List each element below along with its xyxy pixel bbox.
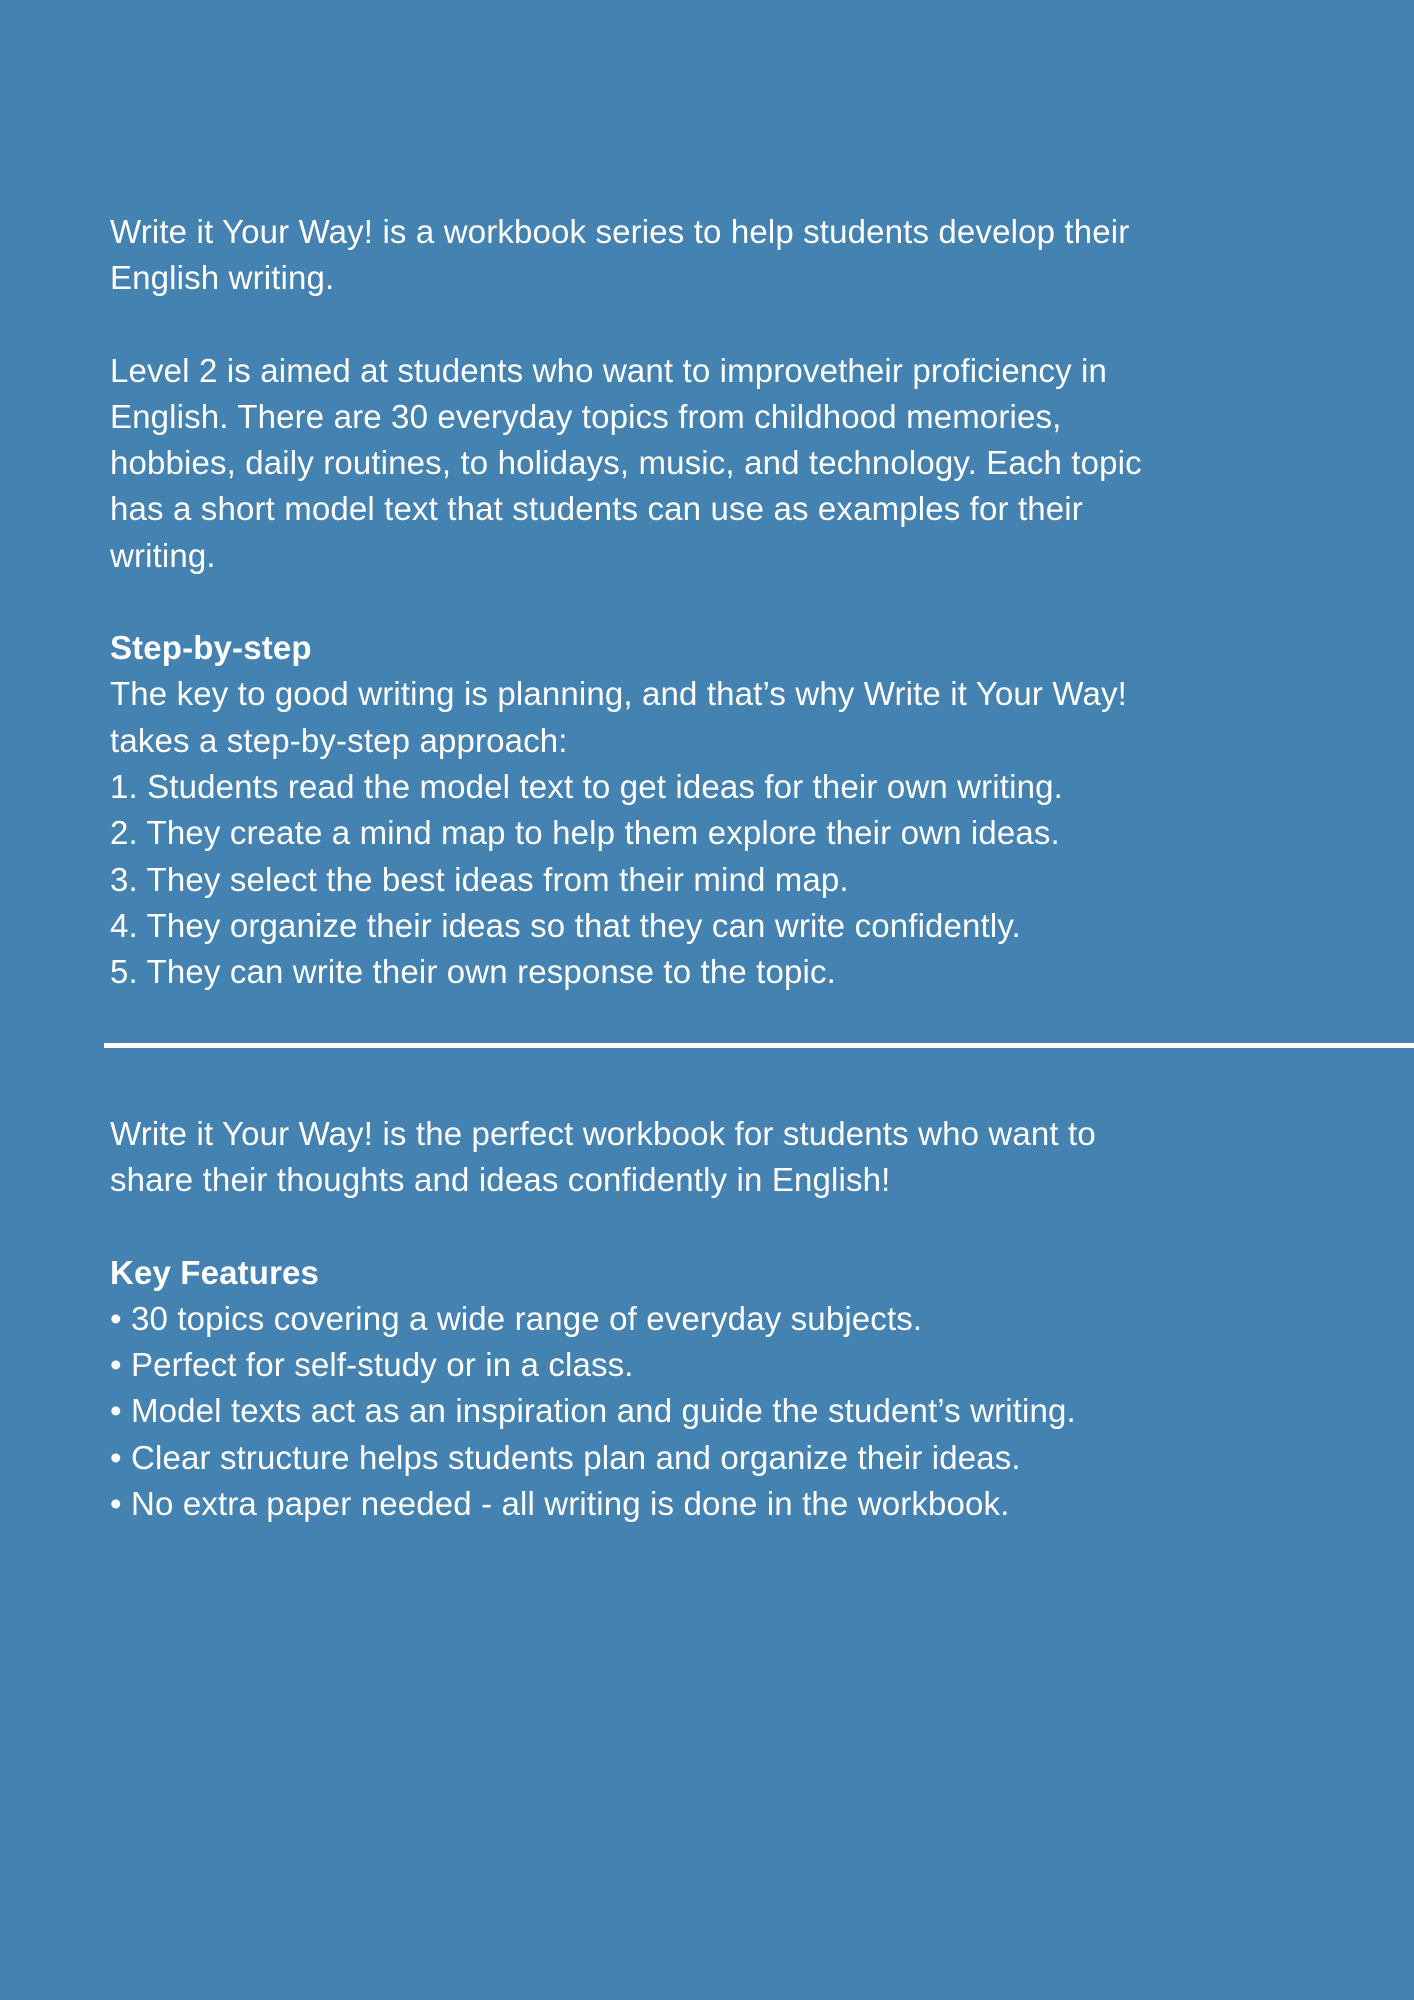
summary-paragraph xyxy=(110,1111,1310,1204)
step-item: 3. They select the best ideas from their mind map. xyxy=(110,860,849,898)
key-features-heading: Key Features xyxy=(110,1253,320,1291)
section-divider xyxy=(104,1043,1414,1048)
intro-line: Write it Your Way! is a workbook series to help students develop their xyxy=(110,213,1130,250)
feature-item: • No extra paper needed - all writing is done in the workbook. xyxy=(110,1485,1010,1523)
paragraph-gap xyxy=(110,1204,1310,1250)
top-text-section xyxy=(110,209,1310,995)
feature-item: • Model texts act as an inspiration and guide the student’s writing. xyxy=(110,1392,1076,1430)
paragraph-gap xyxy=(110,579,1310,625)
summary-line: share their thoughts and ideas confidently in English! xyxy=(110,1161,891,1199)
level-description-line: hobbies, daily routines, to holidays, music, and technology. Each topic xyxy=(110,444,1142,482)
steps-list xyxy=(110,764,1310,995)
level-description-line: writing. xyxy=(110,536,216,574)
feature-item: • Clear structure helps students plan and organize their ideas. xyxy=(110,1438,1021,1476)
features-list xyxy=(110,1296,1310,1527)
step-intro-line: takes a step-by-step approach: xyxy=(110,721,568,759)
bottom-text-section xyxy=(110,1111,1310,1527)
step-item: 2. They create a mind map to help them explore their own ideas. xyxy=(110,814,1060,852)
level-description-line: English. There are 30 everyday topics from childhood memories, xyxy=(110,397,1062,435)
intro-line: English writing. xyxy=(110,259,335,297)
step-intro-line: The key to good writing is planning, and that’s why Write it Your Way! xyxy=(110,675,1127,713)
level-description-line: has a short model text that students can use as examples for their xyxy=(110,490,1083,528)
intro-paragraph xyxy=(110,209,1310,302)
step-item: 4. They organize their ideas so that they can write confidently. xyxy=(110,906,1021,944)
step-by-step-heading: Step-by-step xyxy=(110,629,312,667)
paragraph-gap xyxy=(110,302,1310,348)
step-intro-paragraph xyxy=(110,671,1310,764)
step-item: 1. Students read the model text to get ideas for their own writing. xyxy=(110,767,1063,805)
step-item: 5. They can write their own response to the topic. xyxy=(110,953,836,991)
feature-item: • Perfect for self-study or in a class. xyxy=(110,1346,634,1384)
feature-item: • 30 topics covering a wide range of everyday subjects. xyxy=(110,1299,923,1337)
level-description-line: Level 2 is aimed at students who want to improvetheir proficiency in xyxy=(110,351,1108,389)
summary-line: Write it Your Way! is the perfect workbook for students who want to xyxy=(110,1115,1096,1152)
level-description-paragraph xyxy=(110,348,1310,579)
